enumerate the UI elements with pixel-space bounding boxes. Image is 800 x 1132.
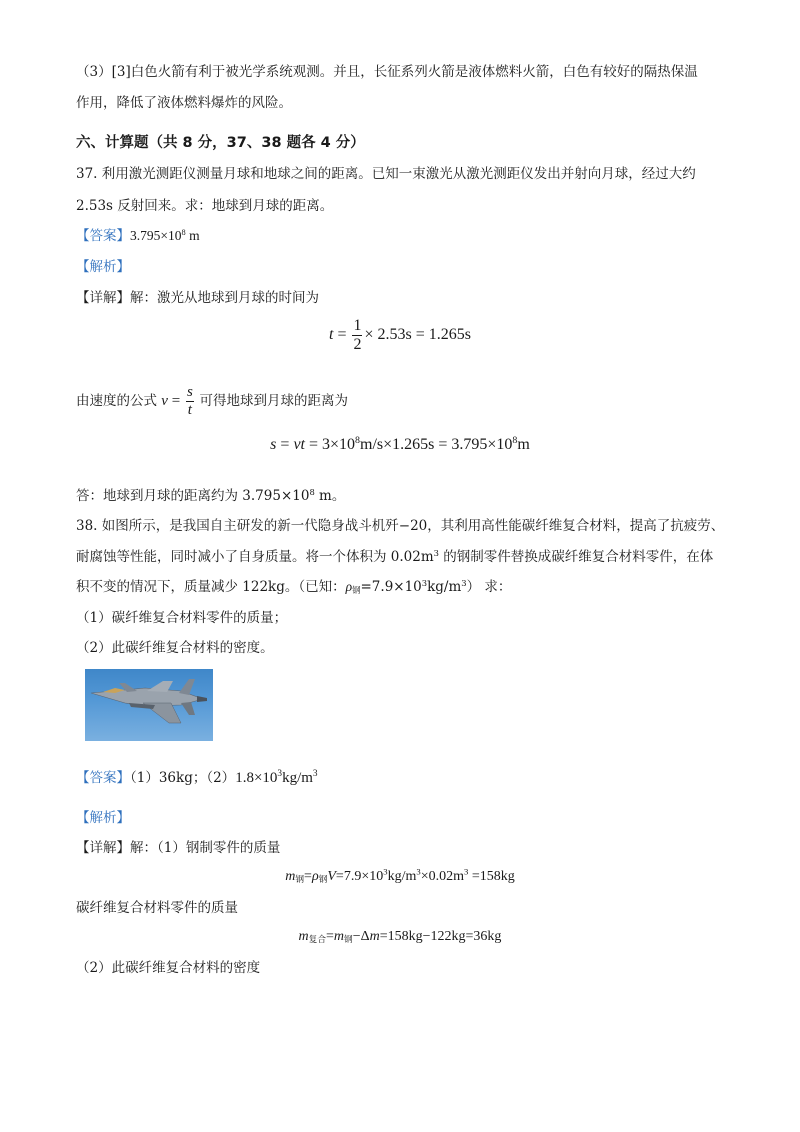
fighter-jet-photo [85, 669, 213, 741]
paragraph-line: 作用，降低了液体燃料爆炸的风险。 [76, 95, 292, 111]
question-37-answer: 【答案】$3.795\times 10^8$ m [76, 227, 200, 243]
fighter-jet-icon [85, 669, 213, 741]
question-37-stem: 37. 利用激光测距仪测量月球和地球之间的距离。已知一束激光从激光测距仪发出并射向月球，经过大约 [76, 166, 696, 182]
detail-line: 【详解】解：激光从地球到月球的时间为 [76, 290, 319, 306]
section-heading: 六、计算题（共 8 分，37、38 题各 4 分） [76, 135, 365, 151]
answer-tag: 【答案】 [76, 228, 130, 243]
sub-question: （2）此碳纤维复合材料的密度。 [76, 640, 274, 656]
analysis-tag: 【解析】 [76, 810, 130, 826]
question-38-answer: 【答案】（1）36kg；$(2)1.8\times 10^3kg/m^3$ [76, 769, 318, 786]
sub-question: （1）碳纤维复合材料零件的质量； [76, 610, 288, 626]
equation-composite-mass: $m_{复合}=m_钢-\Delta m=158kg-122kg=36kg$ [298, 929, 502, 945]
final-answer-line: 答：地球到月球的距离约为 $3.795\times 10^8$ m。 [76, 486, 346, 504]
speed-formula-line: 由速度的公式 v = $\frac{s}{t}$ 可得地球到月球的距离为 [76, 384, 349, 418]
detail-tag: 【详解】 [76, 290, 130, 306]
detail-tag: 【详解】 [76, 840, 130, 856]
question-37-stem: 2.53s 反射回来。求：地球到月球的距离。 [76, 198, 334, 214]
equation-steel-mass: $m_钢=\rho_钢V=7.9\times 10^3kg/m^3\times 0.02m^3 =158kg$ [285, 866, 515, 885]
mass-label: 碳纤维复合材料零件的质量 [76, 900, 238, 916]
equation-distance: s = vt = $3\times 10^8m/s\times 1.265s = 3.795\times 10^8m$ [270, 434, 530, 453]
question-38-stem: 积不变的情况下，质量减少 122kg。（已知：$\rho_钢=7.9\times 10^3kg/m^3$） 求： [76, 577, 512, 596]
question-38-stem: 38. 如图所示，是我国自主研发的新一代隐身战斗机歼−20，其利用高性能碳纤维复合材料，提高了抗疲劳、 [76, 518, 725, 534]
analysis-tag: 【解析】 [76, 259, 130, 275]
detail-line: 【详解】解：（1）钢制零件的质量 [76, 840, 281, 856]
equation-time: t = $\frac{1}{2}$ × 2.53s = 1.265s [329, 317, 471, 353]
answer-tag: 【答案】 [76, 770, 130, 786]
question-38-stem: 耐腐蚀等性能，同时减小了自身质量。将一个体积为 $0.02m^3$ 的钢制零件替换成碳纤维复合材料零件，在体 [76, 547, 714, 565]
part-2-label: （2）此碳纤维复合材料的密度 [76, 960, 261, 976]
paragraph-line: （3）[3]白色火箭有利于被光学系统观测。并且，长征系列火箭是液体燃料火箭，白色有较好的隔热保温 [76, 64, 698, 80]
